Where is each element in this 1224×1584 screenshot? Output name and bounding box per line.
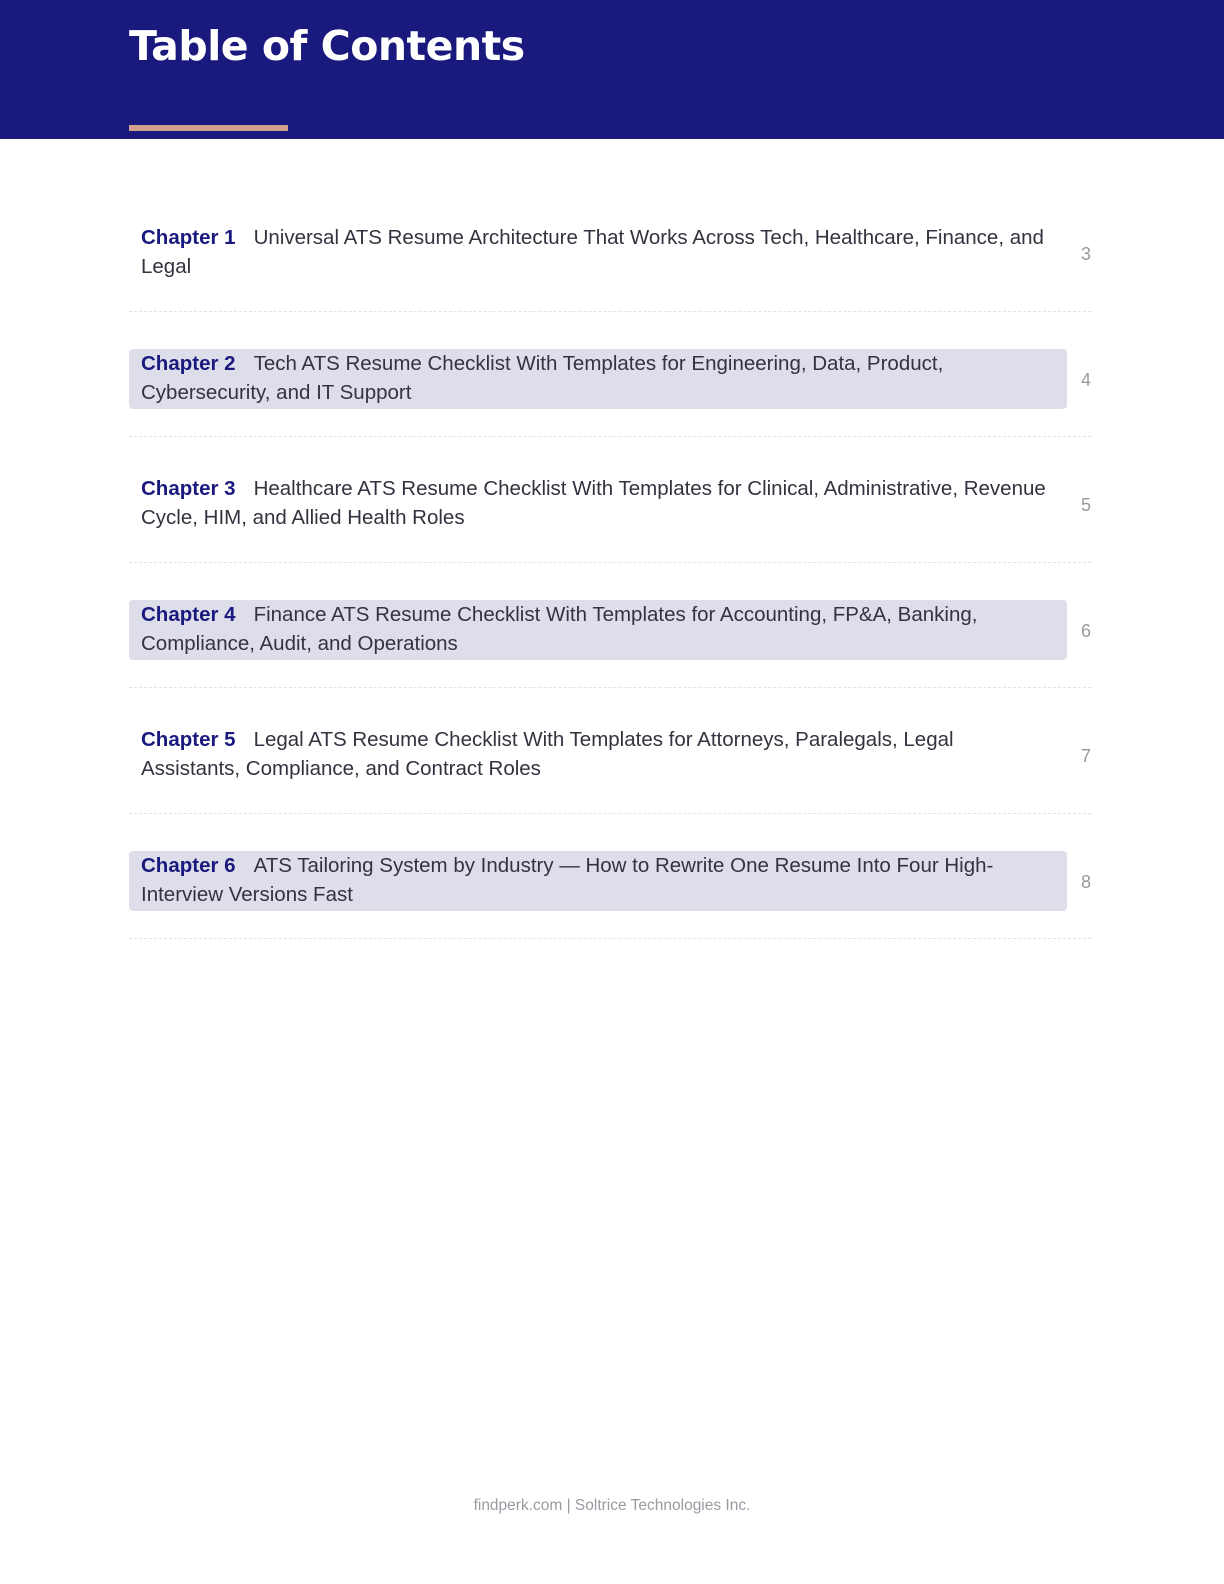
page-number: 7 [1080,746,1091,766]
chapter-label: Chapter 4 [141,602,236,626]
chapter-label: Chapter 2 [141,351,236,375]
toc-entry-chapter-2[interactable] [129,312,1091,438]
toc-entry-text [129,474,1067,534]
chapter-title: Legal ATS Resume Checklist With Templates for Attorneys, Paralegals, Legal Assistants, Compliance, and Contract Roles [141,728,954,780]
page-title: Table of Contents [129,22,525,70]
chapter-label: Chapter 1 [141,226,236,249]
toc-entry-chapter-4[interactable] [129,563,1091,689]
chapter-label: Chapter 6 [141,853,236,877]
page-number: 4 [1080,369,1091,390]
toc-entry-text [129,851,1067,911]
toc-entry-text [129,600,1067,660]
page-number: 5 [1080,495,1091,515]
title-accent-bar [129,125,288,131]
chapter-title: ATS Tailoring System by Industry — How to Rewrite One Resume Into Four High-Interview Versions Fast [141,853,994,906]
toc-entry-chapter-3[interactable] [129,437,1091,563]
toc-entry-chapter-1[interactable] [129,186,1091,312]
toc-entry-text [129,725,1067,785]
toc-entry-text [129,349,1067,409]
page-number: 6 [1080,620,1091,641]
page-footer: findperk.com | Soltrice Technologies Inc. [473,1497,751,1514]
chapter-label: Chapter 3 [141,477,236,500]
chapter-title: Tech ATS Resume Checklist With Templates for Engineering, Data, Product, Cybersecurity, and IT Support [141,351,944,404]
chapter-label: Chapter 5 [141,728,236,751]
table-of-contents [129,186,1091,939]
chapter-title: Healthcare ATS Resume Checklist With Templates for Clinical, Administrative, Revenue Cycle, HIM, and Allied Health Roles [141,477,1046,529]
chapter-title: Universal ATS Resume Architecture That Works Across Tech, Healthcare, Finance, and Legal [141,226,1044,278]
chapter-title: Finance ATS Resume Checklist With Templates for Accounting, FP&A, Banking, Compliance, Audit, and Operations [141,602,978,655]
page-number: 3 [1080,244,1091,264]
page-number: 8 [1080,871,1091,892]
toc-entry-text [129,223,1067,283]
toc-entry-chapter-6[interactable] [129,814,1091,940]
page-header [0,0,1224,139]
toc-entry-chapter-5[interactable] [129,688,1091,814]
